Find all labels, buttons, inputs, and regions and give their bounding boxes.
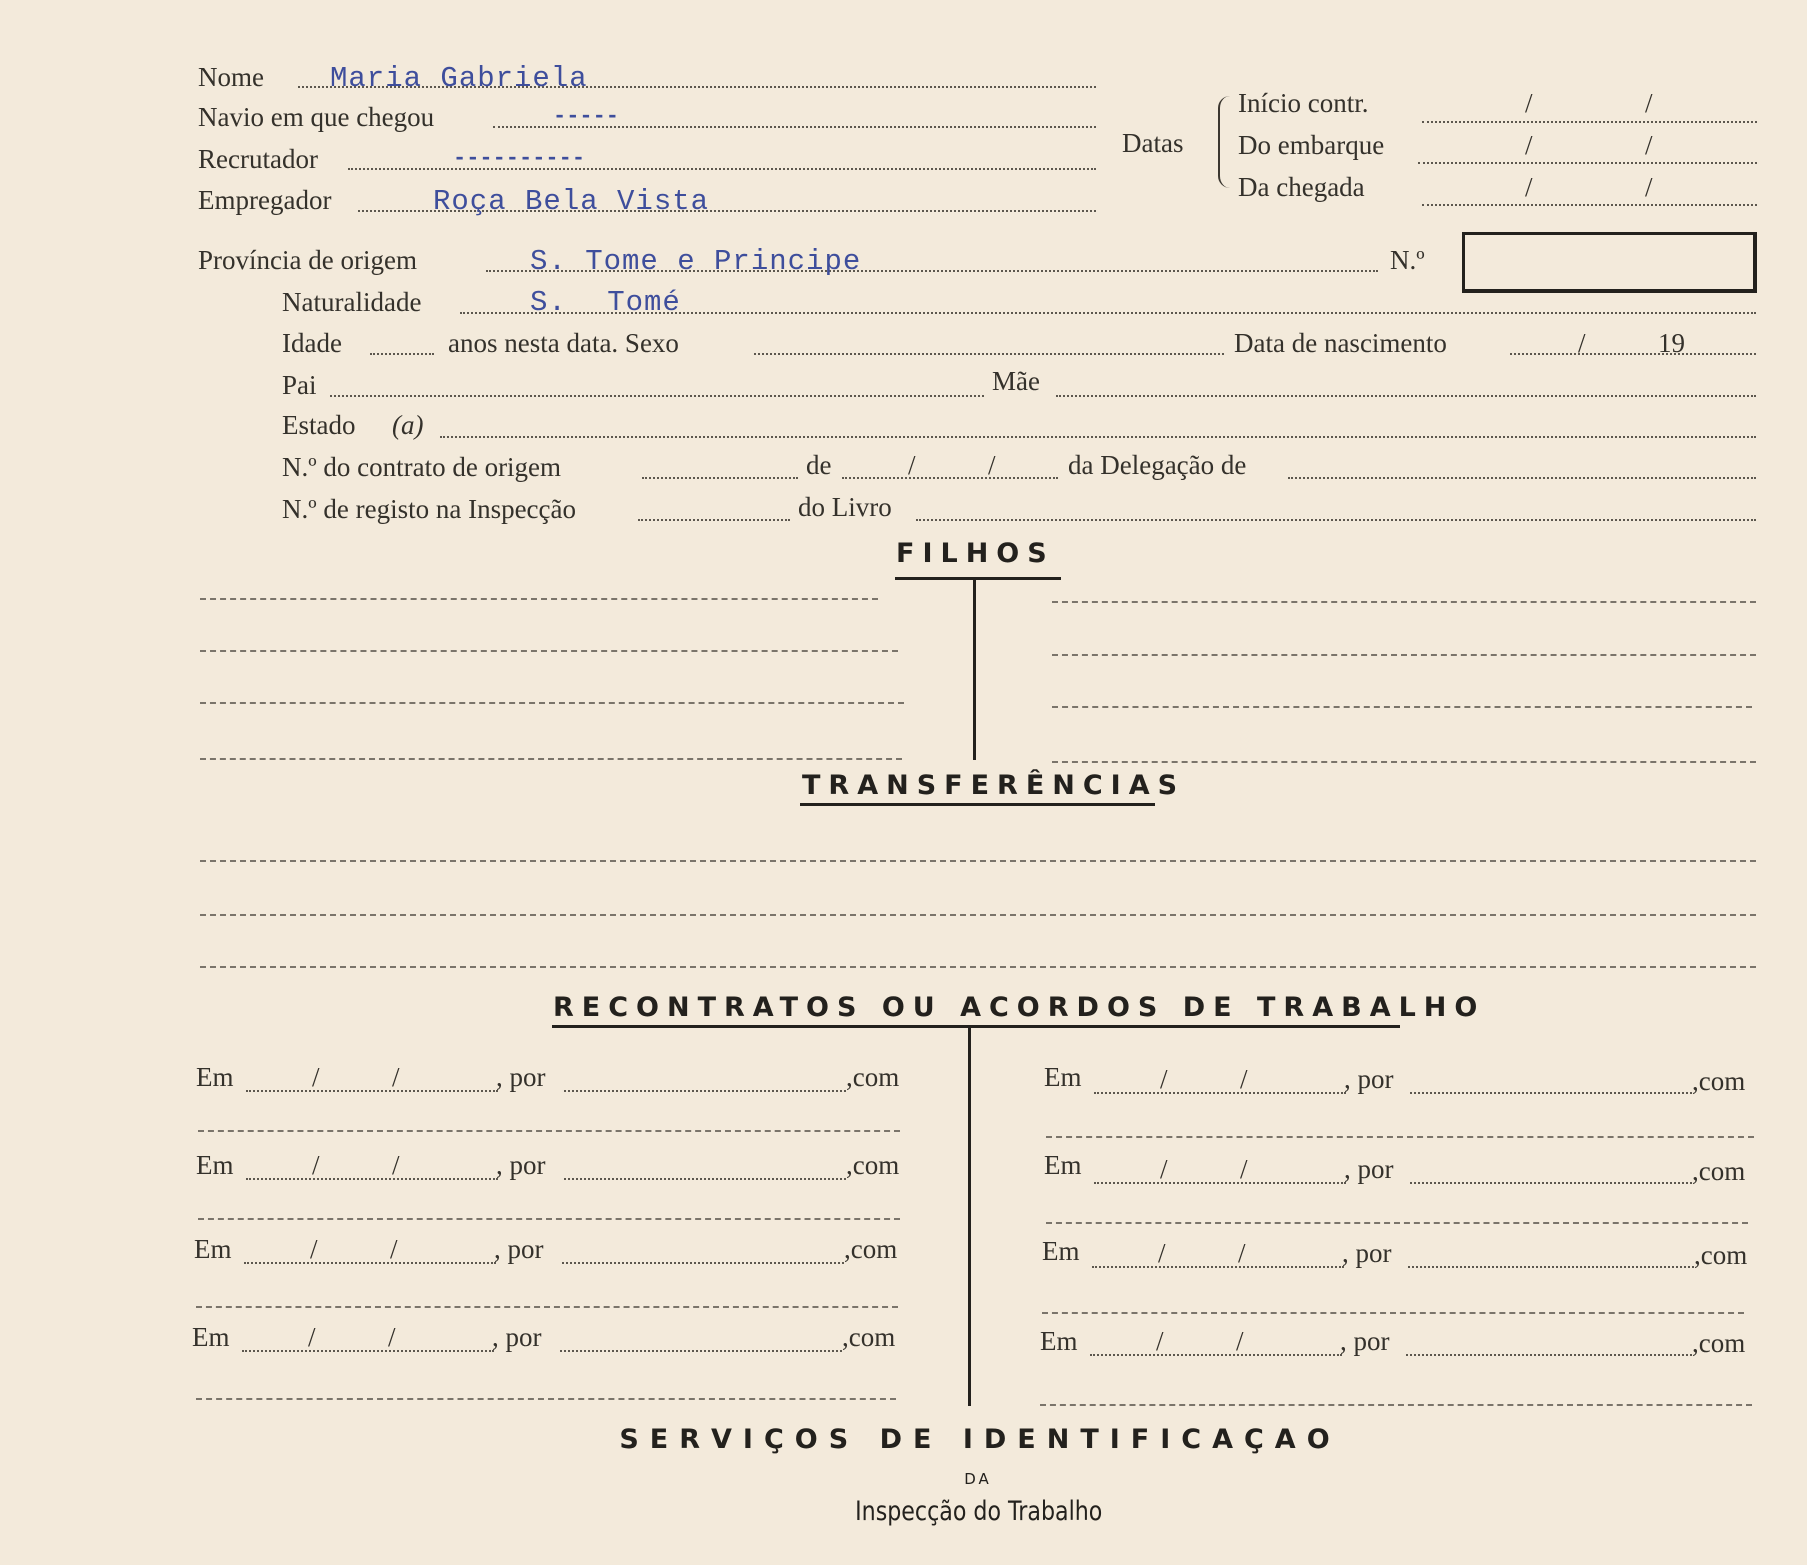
recontrato-right-2-line [1046,1222,1748,1224]
em-slash-2: / [392,1062,400,1092]
com-label: ,com [1694,1240,1748,1270]
chegada-slash-1: / [1525,172,1533,202]
em-label: Em [1040,1326,1078,1356]
navio-label: Navio em que chegou [198,102,435,132]
em-slash-2: / [388,1322,396,1352]
em-date-line [246,1178,498,1180]
footer-line3: Inspecção do Trabalho [855,1496,1103,1527]
registo-line [638,519,790,521]
filhos-heading: FILHOS [896,538,1055,569]
contrato-slash-2: / [988,450,996,480]
por-label: , por [1344,1064,1394,1094]
idade-label: Idade [282,328,342,358]
por-line [1408,1266,1694,1268]
recontrato-left-2-line [198,1218,900,1220]
transferencias-line-2 [200,914,1756,916]
inicio-line [1422,121,1757,123]
transferencias-line-1 [200,860,1756,862]
filhos-underline [895,577,1061,580]
em-slash-2: / [1238,1238,1246,1268]
recontrato-right-1-line [1046,1136,1754,1138]
recontratos-heading: RECONTRATOS OU ACORDOS DE TRABALHO [553,992,1486,1023]
com-label: ,com [842,1322,896,1352]
sexo-line [754,353,1224,355]
recontrato-right-4-line [1040,1404,1752,1406]
footer-line1-wrap [0,1424,1807,1455]
por-label: , por [496,1150,546,1180]
em-slash-2: / [1240,1154,1248,1184]
em-date-line [246,1090,498,1092]
filhos-divider [973,580,976,760]
provincia-label: Província de origem [198,245,417,275]
livro-line [916,519,1756,521]
inicio-label: Início contr. [1238,88,1369,118]
inicio-slash-2: / [1645,88,1653,118]
em-date-line [1090,1354,1342,1356]
em-label: Em [196,1150,234,1180]
em-slash-1: / [312,1150,320,1180]
recontrato-left-3-line [196,1306,898,1308]
pai-line [330,395,984,397]
em-date-line [242,1350,494,1352]
em-slash-1: / [1160,1064,1168,1094]
em-slash-1: / [1160,1154,1168,1184]
transferencias-underline [800,803,1155,806]
mae-line [1056,395,1756,397]
footer-line2-wrap [0,1470,1807,1489]
filhos-right-line-2 [1052,654,1756,656]
em-label: Em [192,1322,230,1352]
por-label: , por [494,1234,544,1264]
recontrato-right-3-line [1042,1312,1744,1314]
em-label: Em [1044,1062,1082,1092]
delegacao-line [1288,477,1756,479]
naturalidade-label: Naturalidade [282,287,422,317]
datas-label: Datas [1122,128,1184,158]
em-slash-1: / [308,1322,316,1352]
nascimento-slash: / [1578,328,1586,358]
chegada-label: Da chegada [1238,172,1365,202]
sexo-label: anos nesta data. Sexo [448,328,679,358]
contrato-label: N.º do contrato de origem [282,452,562,482]
nome-value: Maria Gabriela [330,62,588,95]
em-label: Em [194,1234,232,1264]
delegacao-label: da Delegação de [1068,450,1247,480]
com-label: ,com [844,1234,898,1264]
registo-label: N.º de registo na Inspecção [282,494,577,524]
por-line [564,1090,846,1092]
por-label: , por [496,1062,546,1092]
recontrato-left-1-line [198,1130,900,1132]
filhos-right-line-4 [1052,761,1756,763]
recrutador-label: Recrutador [198,144,318,174]
contrato-date-line [842,477,1058,479]
contrato-de-label: de [806,450,832,480]
com-label: ,com [846,1062,900,1092]
nascimento-label: Data de nascimento [1234,328,1447,358]
por-line [560,1350,842,1352]
por-line [564,1178,846,1180]
com-label: ,com [846,1150,900,1180]
em-label: Em [1044,1150,1082,1180]
embarque-slash-2: / [1645,130,1653,160]
em-slash-1: / [1156,1326,1164,1356]
por-line [1410,1182,1692,1184]
pai-label: Pai [282,370,317,400]
com-label: ,com [1692,1156,1746,1186]
nascimento-line [1510,353,1756,355]
numero-box [1462,232,1757,293]
em-slash-1: / [312,1062,320,1092]
em-slash-2: / [390,1234,398,1264]
footer-line3-wrap [0,1496,1807,1527]
footer-line2: DA [964,1470,992,1488]
em-label: Em [196,1062,234,1092]
com-label: ,com [1692,1328,1746,1358]
estado-label: Estado [282,410,356,440]
por-label: , por [1342,1238,1392,1268]
chegada-slash-2: / [1645,172,1653,202]
empregador-label: Empregador [198,185,332,215]
filhos-right-line-1 [1052,601,1756,603]
inicio-slash-1: / [1525,88,1533,118]
provincia-value: S. Tome e Principe [530,245,862,278]
por-label: , por [492,1322,542,1352]
por-label: , por [1340,1326,1390,1356]
com-label: ,com [1692,1066,1746,1096]
por-line [1406,1354,1692,1356]
nascimento-century: 19 [1658,328,1685,358]
em-slash-1: / [310,1234,318,1264]
recontratos-underline [552,1025,1400,1028]
em-slash-2: / [1236,1326,1244,1356]
em-date-line [244,1262,496,1264]
por-line [1410,1092,1692,1094]
filhos-right-line-3 [1052,706,1752,708]
em-slash-2: / [392,1150,400,1180]
filhos-left-line-3 [200,702,904,704]
filhos-left-line-2 [200,650,898,652]
navio-value: ----- [553,104,620,129]
transferencias-line-3 [200,966,1756,968]
por-line [562,1262,844,1264]
embarque-label: Do embarque [1238,130,1385,160]
datas-brace [1218,96,1230,188]
numero-label: N.º [1390,245,1425,275]
em-date-line [1094,1092,1346,1094]
embarque-line [1418,162,1757,164]
nome-label: Nome [198,62,264,92]
embarque-slash-1: / [1525,130,1533,160]
footer-line1: SERVIÇOS DE IDENTIFICAÇAO [619,1424,1341,1455]
em-date-line [1092,1266,1344,1268]
livro-label: do Livro [798,492,892,522]
chegada-line [1422,204,1757,206]
filhos-left-line-4 [200,758,902,760]
recontratos-divider [968,1028,971,1406]
idade-line [370,353,434,355]
mae-label: Mãe [992,366,1040,396]
transferencias-heading: TRANSFERÊNCIAS [802,770,1186,801]
estado-note: (a) [392,410,424,440]
empregador-value: Roça Bela Vista [433,185,710,218]
em-slash-1: / [1158,1238,1166,1268]
filhos-left-line-1 [200,598,878,600]
recrutador-value: ---------- [453,146,586,171]
contrato-number-line [642,477,798,479]
por-label: , por [1344,1154,1394,1184]
estado-line [440,436,1756,438]
recontrato-left-4-line [196,1398,896,1400]
contrato-slash-1: / [908,450,916,480]
em-date-line [1094,1182,1346,1184]
em-slash-2: / [1240,1064,1248,1094]
naturalidade-value: S. Tomé [530,286,681,319]
em-label: Em [1042,1236,1080,1266]
